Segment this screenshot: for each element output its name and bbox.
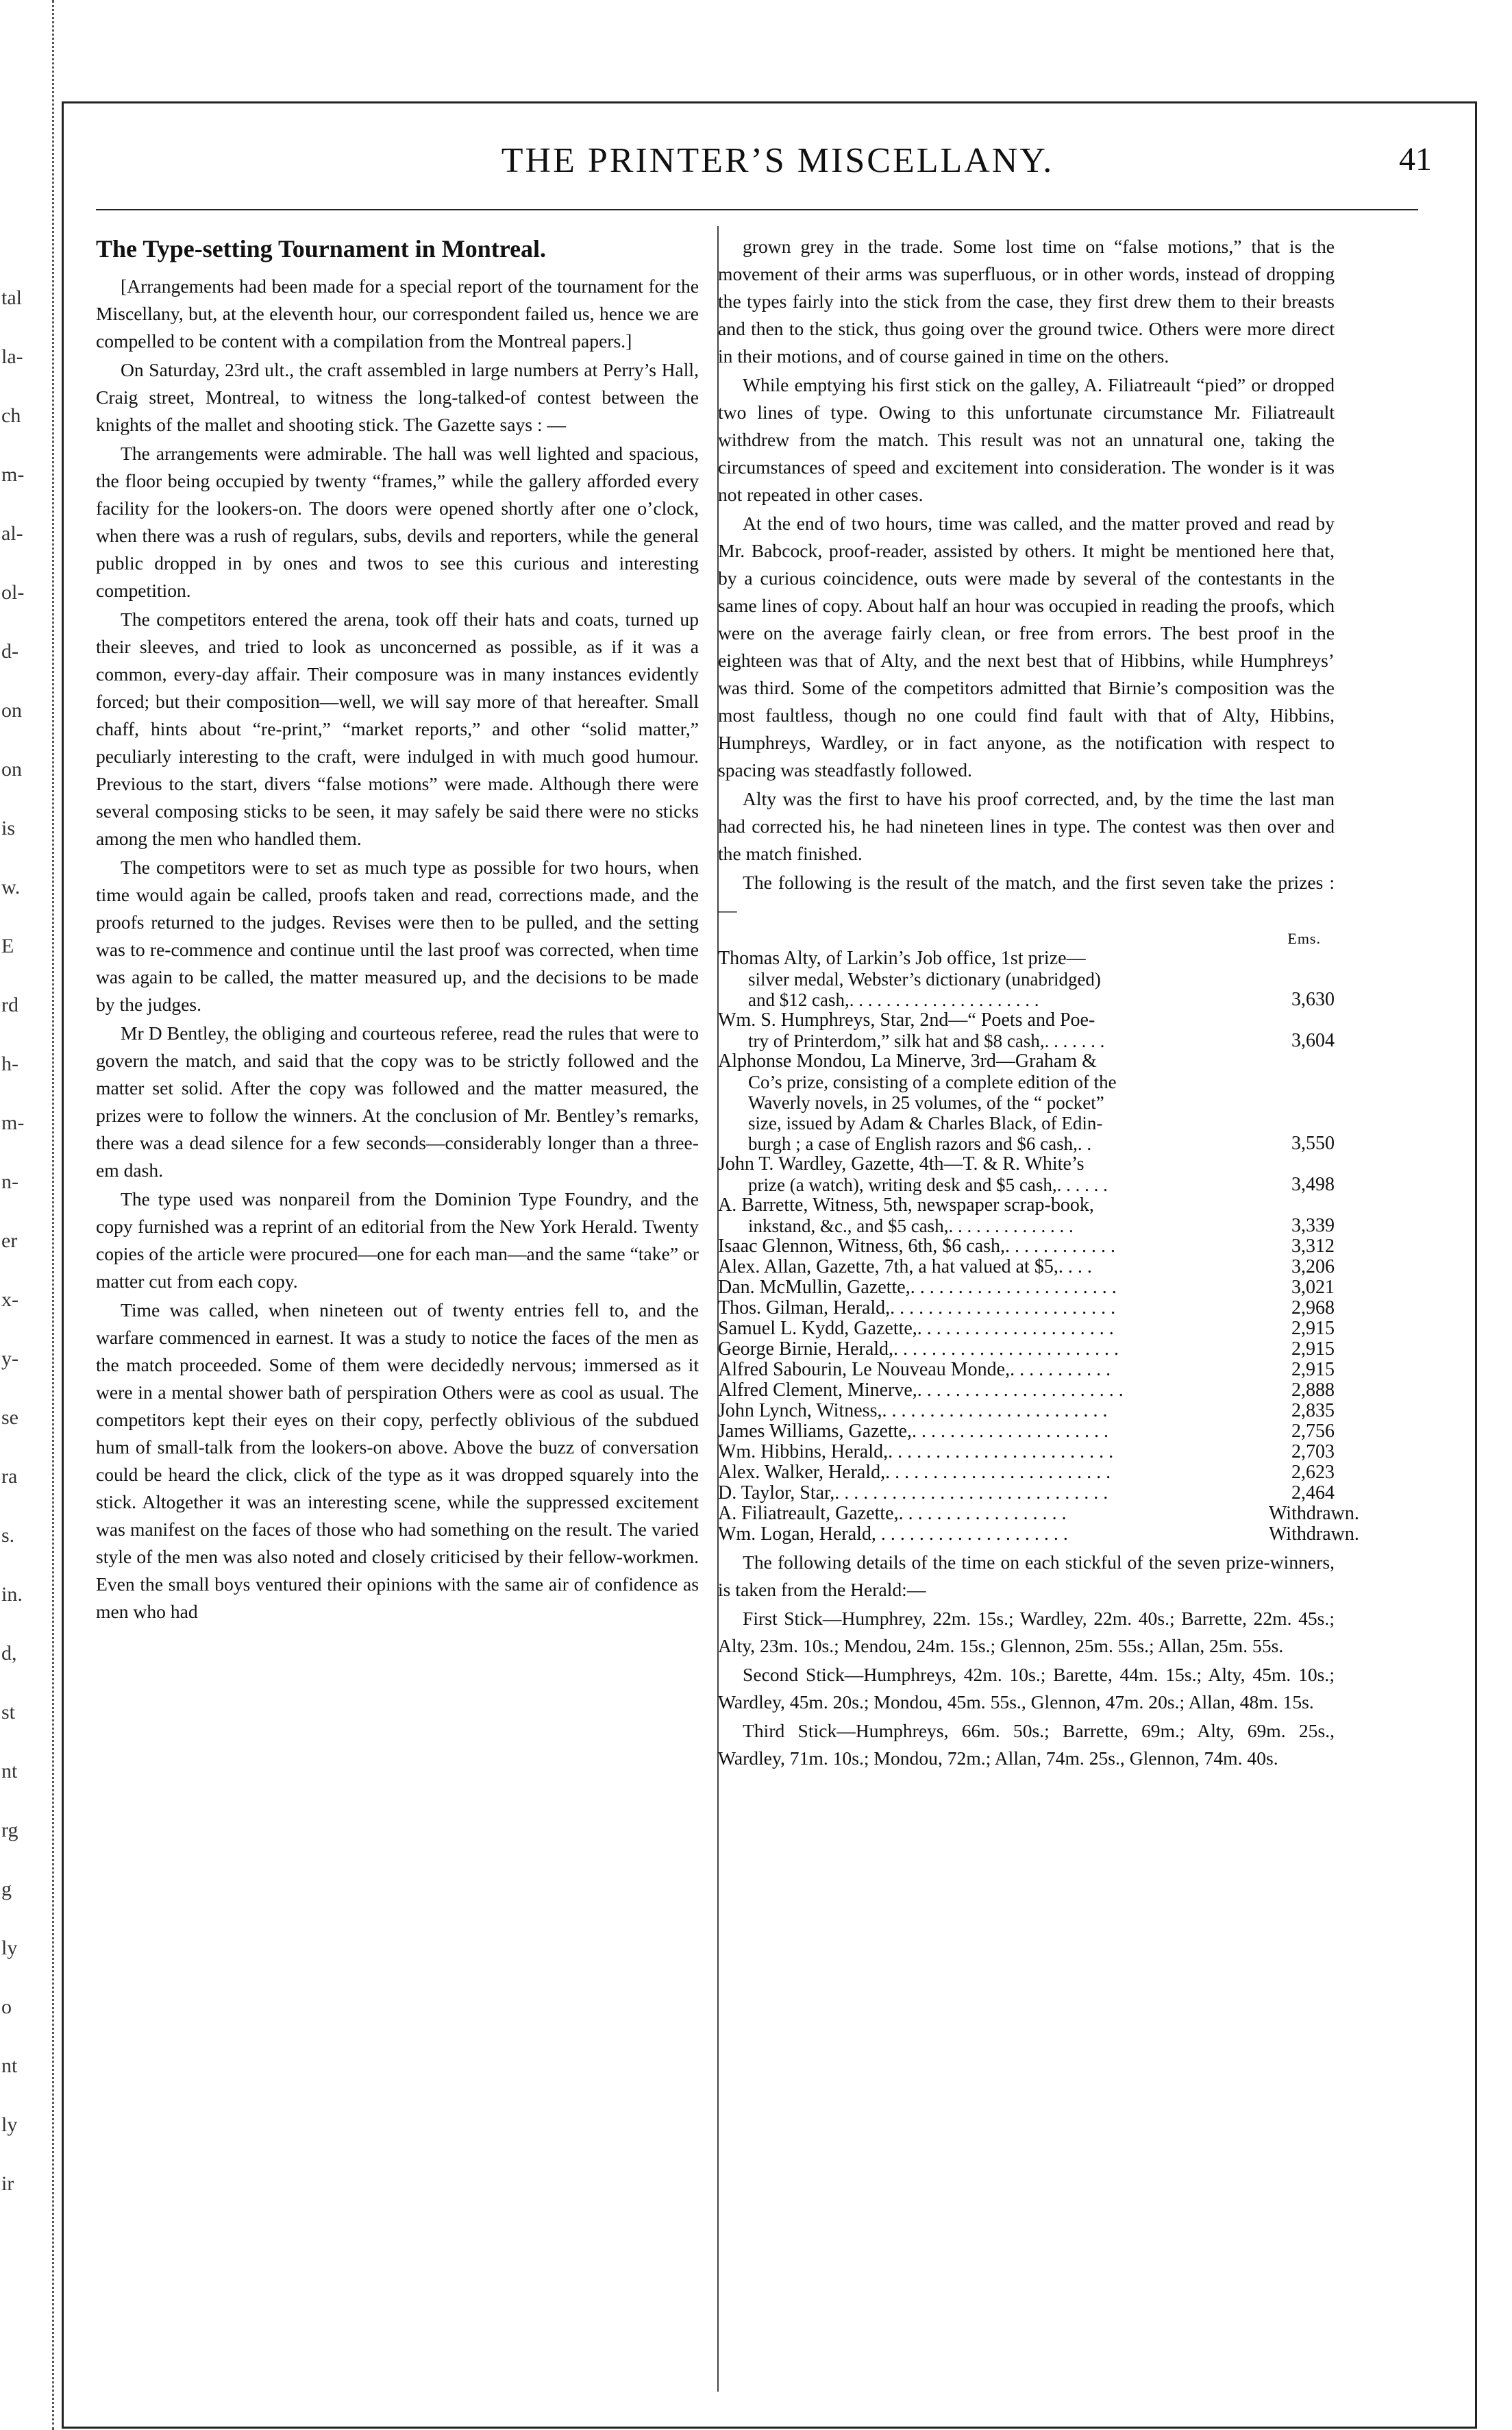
contestant-name: Thomas Alty, of Larkin’s Job office, 1st prize—	[718, 948, 1086, 969]
gutter-fragment: n-	[1, 1170, 18, 1193]
paragraph: grown grey in the trade. Some lost time on “false motions,” that is the movement of their arms was superfluous, or in other words, instead of dropping the types fairly into the stick from the case, they first drew them to their breasts and then to the stick, thus going over the ground twice. Others were more direct in their motions, and of course gained in time on the others.	[718, 236, 1335, 367]
prize-row	[718, 1154, 1335, 1175]
prize-description: inkstand, &c., and $5 cash,. . . . . . . . . . . . . .	[748, 1216, 1074, 1236]
prize-row	[718, 1236, 1335, 1257]
ems-score: 3,550	[1291, 1133, 1335, 1154]
left-paragraphs	[96, 273, 699, 1625]
gutter-fragment: m-	[1, 1112, 25, 1134]
prize-row	[718, 1195, 1335, 1216]
gutter-fragment: st	[1, 1701, 16, 1723]
gutter-fragment: in.	[1, 1583, 23, 1606]
prize-detail	[718, 1175, 1335, 1195]
gutter-fragment: on	[1, 758, 22, 781]
paragraph: The competitors entered the arena, took off their hats and coats, turned up their sleeves, and tried to look as unconcerned as possible, as if it was a common, every-day affair. Their composure was in many instances evidently forced; but their composition—well, we will say more of that hereafter. Small chaff, hints about “re-print,” “market reports,” and other “solid matter,” peculiarly interesting to the craft, were indulged in with much good humour. Previous to the start, divers “false motions” were made. Although there were several composing sticks to be seen, it may safely be said there were no sticks among the men who handled them.	[96, 609, 699, 849]
prize-row	[718, 1051, 1335, 1072]
prize-row	[718, 1442, 1335, 1462]
contestant-name: Alfred Sabourin, Le Nouveau Monde,. . . . . . . . . . .	[718, 1360, 1111, 1380]
ems-score: 2,888	[1291, 1379, 1335, 1401]
prize-row	[718, 1380, 1335, 1401]
paragraph: Mr D Bentley, the obliging and courteous referee, read the rules that were to govern the match, and said that the copy was to be strictly followed and the matter set solid. After the copy was followed and the matter measured, the prizes were to follow the winners. At the conclusion of Mr. Bentley’s remarks, there was a dead silence for a few seconds—considerably longer than a three-em dash.	[96, 1022, 699, 1181]
ems-score: 2,915	[1291, 1338, 1335, 1360]
prize-row	[718, 1421, 1335, 1442]
contestant-name: D. Taylor, Star,. . . . . . . . . . . . . . . . . . . . . . . . . . . . .	[718, 1483, 1108, 1504]
paragraph: The competitors were to set as much type as possible for two hours, when time would again be called, proofs taken and read, corrections made, and the proofs returned to the judges. Revises were then to be pulled, and the setting was to re-commence and continue until the last proof was corrected, when time was again to be called, the matter measured up, and the decisions to be made by the judges.	[96, 857, 699, 1015]
paragraph: On Saturday, 23rd ult., the craft assembled in large numbers at Perry’s Hall, Craig street, Montreal, to witness the long-talked-of contest between the knights of the mallet and shooting stick. The Gazette says : —	[96, 359, 699, 435]
contestant-name: George Birnie, Herald,. . . . . . . . . . . . . . . . . . . . . . . .	[718, 1339, 1119, 1360]
contestant-name: Wm. S. Humphreys, Star, 2nd—“ Poets and Poe-	[718, 1010, 1095, 1031]
gutter-fragment: ra	[1, 1465, 18, 1488]
gutter-fragment: is	[1, 817, 16, 839]
gutter-fragment: s.	[1, 1524, 15, 1547]
contestant-name: A. Filiatreault, Gazette,. . . . . . . . . . . . . . . . . .	[718, 1504, 1067, 1524]
paragraph: The type used was nonpareil from the Dominion Type Foundry, and the copy furnished was a reprint of an editorial from the New York Herald. Twenty copies of the article were procured—one for each man—and the same “take” or matter cut from each copy.	[96, 1188, 699, 1292]
stick-time-paragraph: First Stick—Humphrey, 22m. 15s.; Wardley, 22m. 40s.; Barrette, 22m. 45s.; Alty, 23m. 10s.; Mendou, 24m. 15s.; Glennon, 25m. 55s.; Allan, 25m. 55s.	[718, 1608, 1335, 1656]
running-header	[96, 140, 1459, 195]
paragraph: The following is the result of the match, and the first seven take the prizes : —	[718, 872, 1335, 920]
stick-times	[718, 1605, 1335, 1772]
prize-detail	[718, 1113, 1335, 1133]
contestant-name: Alfred Clement, Minerve,. . . . . . . . . . . . . . . . . . . . . .	[718, 1380, 1124, 1401]
contestant-name: Isaac Glennon, Witness, 6th, $6 cash,. . . . . . . . . . . .	[718, 1236, 1116, 1257]
paragraph: While emptying his first stick on the galley, A. Filiatreault “pied” or dropped two lines of type. Owing to this unfortunate circumstance Mr. Filiatreault withdrew from the match. This result was not an unnatural one, taking the circumstances of speed and excitement into consideration. The wonder is it was not repeated in other cases.	[718, 374, 1335, 505]
ems-score: 2,623	[1291, 1462, 1335, 1483]
prize-column-header	[718, 925, 1335, 948]
gutter-fragment: ol-	[1, 581, 25, 604]
paragraph: Time was called, when nineteen out of twenty entries fell to, and the warfare commenced in earnest. It was a study to notice the faces of the men as the match proceeded. Some of them were decidedly nervous; immersed as it were in a mental shower bath of perspiration Others were as cool as usual. The competitors kept their eyes on their copy, perfectly oblivious of the subdued hum of small-talk from the lookers-on above. Above the buzz of conversation could be heard the click, click of the type as it was dropped squarely into the stick. Altogether it was an interesting scene, while the suppressed excitement was manifest on the faces of those who had something on the result. The varied style of the men was also noted and closely criticised by their fellow-workmen. Even the small boys ventured their opinions with the same air of confidence as men who had	[96, 1299, 699, 1622]
contestant-name: Thos. Gilman, Herald,. . . . . . . . . . . . . . . . . . . . . . . .	[718, 1298, 1116, 1318]
ems-score: 2,915	[1291, 1359, 1335, 1380]
ems-score: 2,968	[1291, 1297, 1335, 1318]
prize-row	[718, 1360, 1335, 1380]
prize-description: Waverly novels, in 25 volumes, of the “ pocket”	[748, 1092, 1104, 1113]
gutter-fragment: ly	[1, 1937, 18, 1959]
gutter-fragment: h-	[1, 1053, 18, 1075]
prize-description: silver medal, Webster’s dictionary (unabridged)	[748, 969, 1101, 990]
gutter-fragment: ly	[1, 2113, 18, 2136]
gutter-fragment: ir	[1, 2172, 14, 2195]
header-rule	[96, 209, 1418, 210]
article-heading: The Type-setting Tournament in Montreal.	[96, 235, 547, 262]
gutter-fragment: o	[1, 1996, 12, 2018]
gutter-fragment: d,	[1, 1642, 17, 1665]
prize-detail	[718, 1216, 1335, 1236]
right-column	[718, 233, 1359, 1774]
prize-description: try of Printerdom,” silk hat and $8 cash,. . . . . . .	[748, 1031, 1105, 1051]
prize-row	[718, 1257, 1335, 1277]
contestant-name: Wm. Hibbins, Herald,. . . . . . . . . . . . . . . . . . . . . . . .	[718, 1442, 1114, 1462]
gutter-fragment: on	[1, 699, 22, 722]
prize-row	[718, 1483, 1335, 1504]
gutter-fragment: m-	[1, 463, 25, 486]
gutter-fragment: rg	[1, 1819, 18, 1841]
contestant-name: Dan. McMullin, Gazette,. . . . . . . . . . . . . . . . . . . . . .	[718, 1277, 1117, 1298]
ems-score: 2,703	[1291, 1441, 1335, 1462]
paragraph: At the end of two hours, time was called, and the matter proved and read by Mr. Babcock, proof-reader, assisted by others. It might be mentioned here that, by a curious coincidence, outs were made by several of the contestants in the same lines of copy. About half an hour was occupied in reading the proofs, which were on the average fairly clean, or free from errors. The best proof in the eighteen was that of Alty, and the next best that of Hibbins, while Humphreys’ was third. Some of the competitors admitted that Birnie’s composition was the most faultless, though no one could find fault with that of Alty, Hibbins, Humphreys, Wardley, or in fact anyone, as the notification with respect to spacing was steadfastly followed.	[718, 513, 1335, 781]
gutter-fragment: la-	[1, 345, 23, 368]
gutter-fragment: al-	[1, 522, 23, 545]
gutter-fragment: x-	[1, 1288, 18, 1311]
ems-score: 2,835	[1291, 1400, 1335, 1421]
ems-score: 2,915	[1291, 1318, 1335, 1339]
prize-row	[718, 1010, 1335, 1031]
contestant-name: Alphonse Mondou, La Minerve, 3rd—Graham &	[718, 1051, 1097, 1072]
contestant-name: A. Barrette, Witness, 5th, newspaper scrap-book,	[718, 1195, 1094, 1216]
prize-detail	[718, 1072, 1335, 1092]
gutter-fragment: d-	[1, 640, 18, 663]
ems-score: 3,339	[1291, 1215, 1335, 1236]
gutter-fragment: tal	[1, 286, 22, 309]
prize-detail	[718, 969, 1335, 990]
prize-detail	[718, 990, 1335, 1010]
paragraph: The arrangements were admirable. The hall was well lighted and spacious, the floor being occupied by twenty “frames,” while the gallery afforded every facility for the lookers-on. The doors were opened shortly after one o’clock, when there was a rush of regulars, subs, devils and reporters, while the general public dropped in by ones and twos to see this curious and interesting competition.	[96, 443, 699, 601]
prize-row	[718, 1503, 1359, 1524]
gutter-fragment: ch	[1, 404, 21, 427]
ems-label: Ems.	[1287, 930, 1321, 947]
prize-row	[718, 1318, 1335, 1339]
contestant-name: Alex. Allan, Gazette, 7th, a hat valued at $5,. . . .	[718, 1257, 1092, 1277]
contestant-name: James Williams, Gazette,. . . . . . . . . . . . . . . . . . . . .	[718, 1421, 1108, 1442]
ems-score: 3,021	[1291, 1277, 1335, 1298]
stick-time-paragraph: Third Stick—Humphreys, 66m. 50s.; Barrette, 69m.; Alty, 69m. 25s., Wardley, 71m. 10s.; Mondou, 72m.; Allan, 74m. 25s., Glennon, 74m. 40s.	[718, 1720, 1335, 1769]
prize-row	[718, 948, 1335, 969]
gutter-fragment: y-	[1, 1347, 18, 1370]
stick-time-paragraph: Second Stick—Humphreys, 42m. 10s.; Barette, 44m. 15s.; Alty, 45m. 10s.; Wardley, 45m. 20s.; Mondou, 45m. 55s., Glennon, 47m. 20s.; Allan, 48m. 15s.	[718, 1664, 1335, 1713]
paragraph: [Arrangements had been made for a special report of the tournament for the Miscellany, but, at the eleventh hour, our correspondent failed us, hence we are compelled to be content with a compilation from the Montreal papers.]	[96, 275, 699, 352]
prize-description: burgh ; a case of English razors and $6 cash,. .	[748, 1133, 1092, 1154]
left-column	[96, 233, 699, 1627]
ems-score: 2,756	[1291, 1421, 1335, 1442]
prize-row	[718, 1277, 1335, 1298]
ems-score: Withdrawn.	[1269, 1523, 1359, 1545]
ems-score: Withdrawn.	[1269, 1503, 1359, 1524]
prize-description: Co’s prize, consisting of a complete edition of the	[748, 1072, 1117, 1092]
gutter-fragment: se	[1, 1406, 18, 1429]
ems-score: 3,630	[1291, 989, 1335, 1010]
contestant-name: Samuel L. Kydd, Gazette,. . . . . . . . . . . . . . . . . . . . .	[718, 1318, 1114, 1339]
prize-description: prize (a watch), writing desk and $5 cash,. . . . . .	[748, 1175, 1108, 1195]
right-paragraphs	[718, 233, 1335, 924]
prize-row	[718, 1462, 1335, 1483]
contestant-name: John T. Wardley, Gazette, 4th—T. & R. White’s	[718, 1154, 1085, 1175]
prize-list	[718, 948, 1359, 1545]
prize-description: size, issued by Adam & Charles Black, of Edin-	[748, 1113, 1103, 1133]
prize-row	[718, 1523, 1359, 1545]
gutter-fragment: E	[1, 935, 14, 957]
running-title: THE PRINTER’S MISCELLANY.	[501, 141, 1054, 180]
prize-detail	[718, 1133, 1335, 1154]
gutter-fragment: w.	[1, 876, 21, 898]
prize-detail	[718, 1092, 1335, 1113]
paragraph: Alty was the first to have his proof corrected, and, by the time the last man had corrected his, he had nineteen lines in type. The contest was then over and the match finished.	[718, 788, 1335, 864]
prize-row	[718, 1401, 1335, 1421]
prize-description: and $12 cash,. . . . . . . . . . . . . . . . . . . . .	[748, 990, 1039, 1010]
gutter-fragment: g	[1, 1878, 12, 1900]
gutter-fragment: nt	[1, 1760, 18, 1782]
prize-detail	[718, 1031, 1335, 1051]
ems-score: 2,464	[1291, 1482, 1335, 1504]
ems-score: 3,312	[1291, 1236, 1335, 1257]
ems-score: 3,206	[1291, 1256, 1335, 1277]
ems-score: 3,604	[1291, 1030, 1335, 1051]
details-intro: The following details of the time on each stickful of the seven prize-winners, is taken from the Herald:—	[718, 1551, 1335, 1600]
prize-row	[718, 1339, 1335, 1360]
contestant-name: Alex. Walker, Herald,. . . . . . . . . . . . . . . . . . . . . . . .	[718, 1462, 1111, 1483]
contestant-name: John Lynch, Witness,. . . . . . . . . . . . . . . . . . . . . . . .	[718, 1401, 1108, 1421]
gutter-fragment: er	[1, 1229, 18, 1252]
gutter-fragment: rd	[1, 994, 18, 1016]
prize-row	[718, 1298, 1335, 1318]
contestant-name: Wm. Logan, Herald, . . . . . . . . . . . . . . . . . . . .	[718, 1524, 1068, 1545]
gutter-fragment: nt	[1, 2054, 18, 2077]
ems-score: 3,498	[1291, 1174, 1335, 1195]
page-number: 41	[1399, 141, 1432, 177]
